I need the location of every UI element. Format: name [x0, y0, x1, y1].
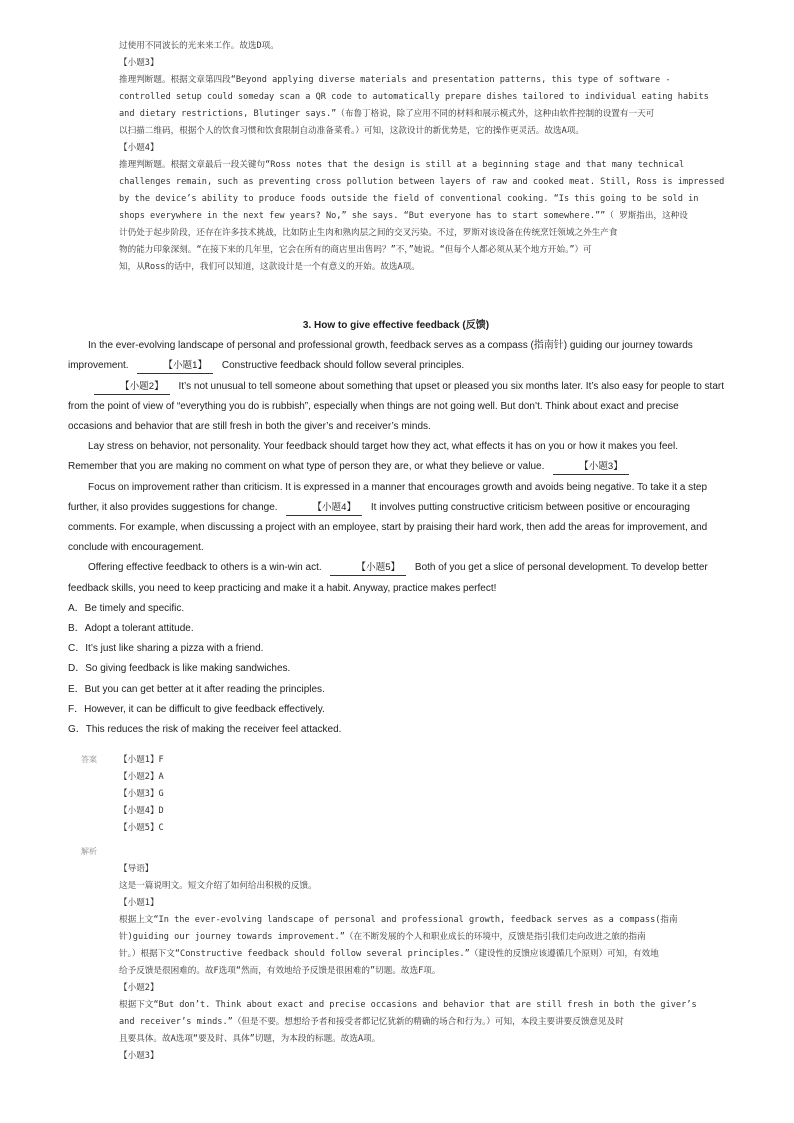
analysis-line: 推理判断题。根据文章最后一段关键句“Ross notes that the design is still at a beginning stage and that many technical: [119, 160, 685, 170]
answer-item: 【小题5】C: [119, 823, 164, 833]
option-item: G．This reduces the risk of making the receiver feel attacked.: [68, 724, 342, 736]
analysis-line: 【小题4】: [119, 143, 159, 153]
previous-analysis-block: [119, 38, 725, 276]
reading-passage: [68, 316, 724, 740]
analysis-line: 以扫描二维码，根据个人的饮食习惯和饮食限制自动准备菜肴。）可知，这款设计的新优势是，它的操作更灵活。故选A项。: [119, 126, 584, 136]
paragraph-text: Both of you get a slice of personal development. To develop better feedback skills, you need to keep practicing and make it a habit. Anyway, practice makes perfect!: [68, 562, 708, 594]
analysis-line: 且要具体。故A选项“要及时、具体”切题，为本段的标题。故选A项。: [119, 1034, 381, 1044]
passage-title: 3. How to give effective feedback (反馈): [302, 320, 490, 331]
analysis-line: 推理判断题。根据文章第四段“Beyond applying diverse materials and presentation patterns, this type of software -: [119, 75, 671, 85]
analysis-body: [119, 861, 719, 1065]
option-item: B．Adopt a tolerant attitude.: [68, 623, 194, 635]
analysis-line: by the device’s ability to produce foods outside the field of conventional cooking. “Is this going to be sold in: [119, 194, 699, 204]
analysis-line: 这是一篇说明文。短文介绍了如何给出积极的反馈。: [119, 881, 317, 891]
analysis-line: 过使用不同波长的光来来工作。故选D项。: [119, 41, 279, 51]
paragraph-text: In the ever-evolving landscape of personal and professional growth, feedback serves as a compass (指南针) guiding our journey towards improvement.: [68, 340, 693, 372]
analysis-line: and dietary restrictions, Blutinger says.”（布鲁丁格说，除了应用不同的材料和展示模式外，这种由软件控制的设置有一天可: [119, 109, 655, 119]
analysis-line: controlled setup could someday scan a QR code to automatically prepare dishes tailored to individual eating habits: [119, 92, 709, 102]
analysis-line: and receiver’s minds.”（但是不要。想想给予者和接受者都记忆犹新的精确的场合和行为。）可知，本段主要讲要反馈意见及时: [119, 1017, 624, 1027]
analysis-label: 解析: [81, 847, 97, 856]
blank-3: 【小题3】: [553, 460, 629, 475]
analysis-line: 【小题3】: [119, 58, 159, 68]
answer-item: 【小题3】G: [119, 789, 164, 799]
option-item: C．It’s just like sharing a pizza with a friend.: [68, 643, 264, 655]
analysis-line: 根据上文“In the ever-evolving landscape of personal and professional growth, feedback serves as a compass(指南: [119, 915, 678, 925]
paragraph-text: It involves putting constructive criticism between positive or encouraging comments. For example, when discussing a project with an employee, start by praising their hard work, then add the areas for improvement, and conclude with encouragement.: [68, 501, 708, 554]
analysis-line: 【小题3】: [119, 1051, 159, 1061]
analysis-line: 根据下文“But don’t. Think about exact and precise occasions and behavior that are still fresh in both the giver’s: [119, 1000, 697, 1010]
answer-label: 答案: [81, 755, 97, 764]
paragraph-text: It’s not unusual to tell someone about something that upset or pleased you six months later. It’s also easy for people to start from the point of view of “everything you do is rubbish”, especially when things are not going well. But don’t. Think about exact and precise occasions and behavior that are still fresh in both the giver’s and receiver’s minds.: [68, 380, 725, 433]
analysis-line: 给予反馈是很困难的。故F选项“然而，有效地给予反馈是很困难的”切题。故选F项。: [119, 966, 441, 976]
analysis-line: 针)guiding our journey towards improvement.”（在不断发展的个人和职业成长的环境中，反馈是指引我们走向改进之旅的指南: [119, 932, 646, 942]
blank-1: 【小题1】: [137, 359, 213, 374]
analysis-line: 物的能力印象深刻。“在接下来的几年里，它会在所有的商店里出售吗？”不，”她说。“但每个人都必须从某个地方开始。”）可: [119, 245, 592, 255]
answer-item: 【小题4】D: [119, 806, 164, 816]
paragraph-3: [68, 437, 724, 477]
option-item: F．However, it can be difficult to give feedback effectively.: [68, 703, 325, 715]
paragraph-1: [68, 336, 724, 376]
analysis-line: 计仍处于起步阶段，还存在许多技术挑战，比如防止生肉和熟肉层之间的交叉污染。不过，罗斯对该设备在传统烹饪领域之外生产食: [119, 228, 618, 238]
analysis-line: 【小题2】: [119, 983, 159, 993]
answer-item: 【小题1】F: [119, 755, 164, 765]
option-item: E．But you can get better at it after reading the principles.: [68, 683, 325, 695]
blank-2: 【小题2】: [94, 380, 170, 395]
paragraph-text: Lay stress on behavior, not personality. Your feedback should target how they act, what effects it has on you or how it makes you feel. Remember that you are making no comment on what type of person they are, or what they believe or value.: [68, 441, 678, 473]
blank-5: 【小题5】: [330, 561, 406, 576]
options-list: [68, 599, 724, 740]
answer-item: 【小题2】A: [119, 772, 164, 782]
analysis-line: 知，从Ross的话中，我们可以知道，这款设计是一个有意义的开始。故选A项。: [119, 262, 420, 272]
analysis-line: 【导语】: [119, 864, 154, 874]
paragraph-text: Offering effective feedback to others is a win-win act.: [88, 562, 322, 574]
paragraph-4: [68, 478, 724, 559]
paragraph-text: Focus on improvement rather than criticism. It is expressed in a manner that encourages growth and avoids being negative. To take it a step further, it also provides suggestions for change.: [68, 481, 708, 513]
option-item: D．So giving feedback is like making sandwiches.: [68, 663, 291, 675]
paragraph-text: Constructive feedback should follow several principles.: [221, 360, 465, 372]
analysis-line: 针。）根据下文“Constructive feedback should follow several principles.”（建设性的反馈应该遵循几个原则）可知，有效地: [119, 949, 659, 959]
analysis-line: 【小题1】: [119, 898, 159, 908]
analysis-line: challenges remain, such as preventing cross pollution between layers of raw and cooked meat. Still, Ross is impressed: [119, 177, 725, 187]
paragraph-2: [68, 377, 724, 438]
option-item: A．Be timely and specific.: [68, 602, 185, 614]
paragraph-5: [68, 558, 724, 598]
analysis-line: shops everywhere in the next few years? No,” she says. “But everyone has to start somewhere.””（ 罗斯指出，这种设: [119, 211, 688, 221]
answer-list: [119, 752, 164, 837]
blank-4: 【小题4】: [286, 501, 362, 516]
